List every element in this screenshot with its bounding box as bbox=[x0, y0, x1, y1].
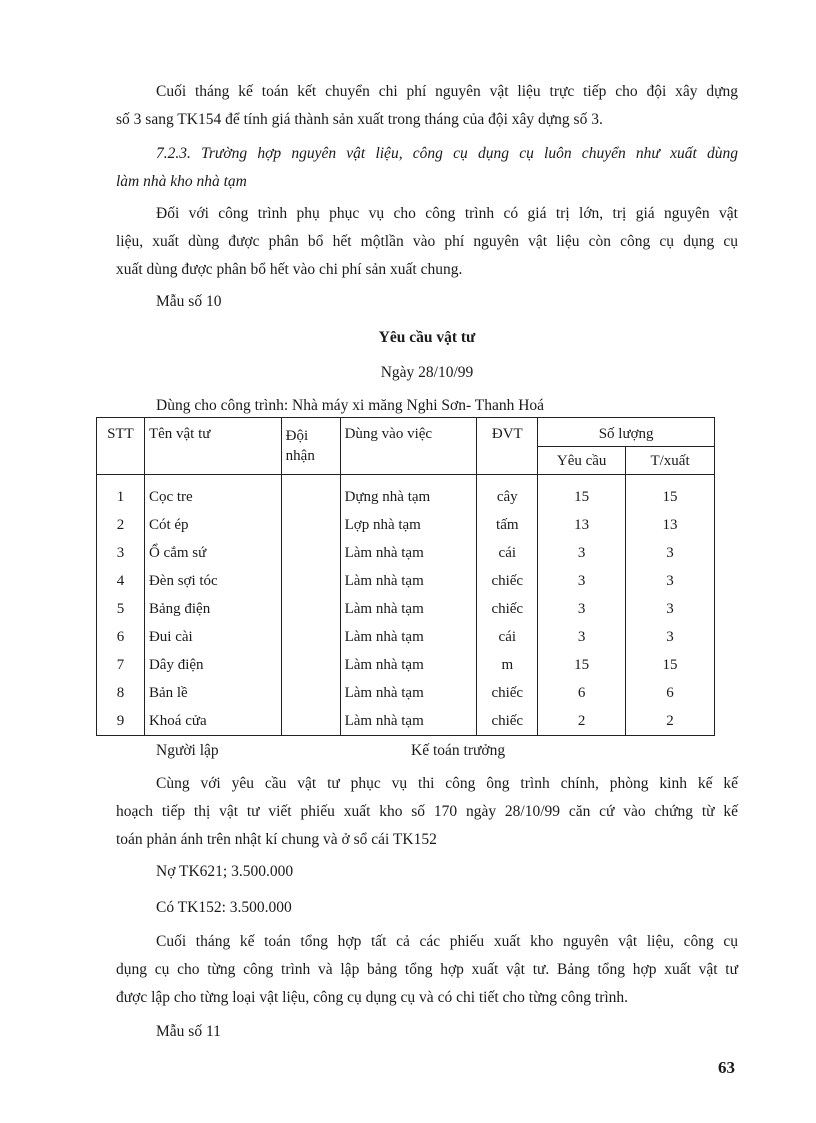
page-number: 63 bbox=[718, 1058, 735, 1077]
journal-entry-credit: Có TK152: 3.500.000 bbox=[156, 899, 292, 916]
text-line: làm nhà kho nhà tạm bbox=[116, 173, 247, 190]
cell-receiving-team bbox=[281, 511, 340, 539]
cell-usage: Lợp nhà tạm bbox=[340, 511, 477, 539]
text-line: dụng cụ cho từng công trình và lập bảng tổng hợp xuất vật tư. Bảng tổng hợp xuất vật tư bbox=[116, 961, 738, 978]
cell-issued: 6 bbox=[626, 679, 715, 707]
text-line: hoạch tiếp thị vật tư viết phiếu xuất kho số 170 ngày 28/10/99 căn cứ vào chứng từ kế bbox=[116, 803, 738, 820]
table-row bbox=[97, 679, 715, 707]
cell-usage: Làm nhà tạm bbox=[340, 707, 477, 736]
cell-requested: 6 bbox=[538, 679, 626, 707]
cell-material-name: Đui cài bbox=[144, 623, 281, 651]
cell-requested: 15 bbox=[538, 651, 626, 679]
header-team-line2: nhận bbox=[285, 448, 315, 464]
table-row bbox=[97, 567, 715, 595]
cell-material-name: Đèn sợi tóc bbox=[144, 567, 281, 595]
cell-receiving-team bbox=[281, 707, 340, 736]
text-line: Đối với công trình phụ phục vụ cho công trình có giá trị lớn, trị giá nguyên vật bbox=[156, 205, 738, 222]
form-project: Dùng cho công trình: Nhà máy xi măng Nghi Sơn- Thanh Hoá bbox=[156, 397, 545, 414]
paragraph-auxiliary-works bbox=[116, 200, 738, 284]
header-quantity: Số lượng bbox=[538, 418, 715, 447]
header-usage: Dùng vào việc bbox=[340, 418, 477, 475]
cell-stt: 6 bbox=[97, 623, 145, 651]
cell-requested: 15 bbox=[538, 475, 626, 512]
cell-usage: Làm nhà tạm bbox=[340, 595, 477, 623]
cell-receiving-team bbox=[281, 595, 340, 623]
cell-requested: 3 bbox=[538, 539, 626, 567]
text-line: được lập cho từng loại vật liệu, công cụ dụng cụ và có chi tiết cho từng công trình. bbox=[116, 989, 629, 1006]
cell-usage: Làm nhà tạm bbox=[340, 679, 477, 707]
cell-issued: 13 bbox=[626, 511, 715, 539]
section-heading bbox=[116, 140, 738, 196]
cell-material-name: Bản lề bbox=[144, 679, 281, 707]
cell-unit: chiếc bbox=[477, 595, 538, 623]
header-unit: ĐVT bbox=[477, 418, 538, 475]
journal-entry-debit: Nợ TK621; 3.500.000 bbox=[156, 863, 294, 880]
cell-receiving-team bbox=[281, 623, 340, 651]
text-line: 7.2.3. Trường hợp nguyên vật liệu, công cụ dụng cụ luôn chuyển như xuất dùng bbox=[156, 145, 738, 162]
table-row bbox=[97, 651, 715, 679]
table-row bbox=[97, 707, 715, 736]
cell-receiving-team bbox=[281, 651, 340, 679]
text-line: xuất dùng được phân bổ hết vào chi phí sản xuất chung. bbox=[116, 261, 463, 278]
cell-unit: cái bbox=[477, 539, 538, 567]
cell-receiving-team bbox=[281, 539, 340, 567]
header-issued: T/xuất bbox=[626, 447, 715, 475]
cell-usage: Làm nhà tạm bbox=[340, 651, 477, 679]
table-row bbox=[97, 623, 715, 651]
signature-chief-accountant: Kế toán trưởng bbox=[411, 742, 506, 759]
cell-requested: 3 bbox=[538, 567, 626, 595]
cell-receiving-team bbox=[281, 475, 340, 512]
table-row bbox=[97, 595, 715, 623]
text-line: số 3 sang TK154 để tính giá thành sản xuất trong tháng của đội xây dựng số 3. bbox=[116, 111, 603, 128]
cell-material-name: Bảng điện bbox=[144, 595, 281, 623]
cell-unit: tấm bbox=[477, 511, 538, 539]
cell-stt: 1 bbox=[97, 475, 145, 512]
cell-unit: cây bbox=[477, 475, 538, 512]
text-line: Cuối tháng kế toán kết chuyển chi phí nguyên vật liệu trực tiếp cho đội xây dựng bbox=[156, 83, 738, 100]
cell-issued: 15 bbox=[626, 475, 715, 512]
cell-usage: Làm nhà tạm bbox=[340, 539, 477, 567]
cell-usage: Làm nhà tạm bbox=[340, 567, 477, 595]
form-label-11: Mẫu số 11 bbox=[156, 1023, 221, 1040]
materials-request-table bbox=[96, 417, 715, 736]
cell-unit: chiếc bbox=[477, 707, 538, 736]
signature-preparer: Người lập bbox=[156, 742, 219, 759]
header-receiving-team bbox=[281, 418, 340, 475]
cell-unit: m bbox=[477, 651, 538, 679]
text-line: Cuối tháng kế toán tổng hợp tất cả các phiếu xuất kho nguyên vật liệu, công cụ bbox=[156, 933, 738, 950]
cell-stt: 2 bbox=[97, 511, 145, 539]
cell-stt: 9 bbox=[97, 707, 145, 736]
cell-stt: 5 bbox=[97, 595, 145, 623]
cell-usage: Làm nhà tạm bbox=[340, 623, 477, 651]
cell-usage: Dựng nhà tạm bbox=[340, 475, 477, 512]
cell-material-name: Khoá cửa bbox=[144, 707, 281, 736]
form-date: Ngày 28/10/99 bbox=[380, 364, 474, 381]
cell-issued: 3 bbox=[626, 623, 715, 651]
table-row bbox=[97, 539, 715, 567]
text-line: Cùng với yêu cầu vật tư phục vụ thi công ông trình chính, phòng kinh kế kế bbox=[156, 775, 738, 792]
text-line: toán phản ánh trên nhật kí chung và ở sổ cái TK152 bbox=[116, 831, 437, 848]
text-line: liệu, xuất dùng được phân bổ hết mộtlần vào phí nguyên vật liệu còn công cụ dụng cụ bbox=[116, 233, 738, 250]
cell-requested: 13 bbox=[538, 511, 626, 539]
cell-unit: chiếc bbox=[477, 567, 538, 595]
form-label-10: Mẫu số 10 bbox=[156, 293, 222, 310]
cell-stt: 4 bbox=[97, 567, 145, 595]
cell-unit: cái bbox=[477, 623, 538, 651]
cell-requested: 3 bbox=[538, 595, 626, 623]
cell-requested: 3 bbox=[538, 623, 626, 651]
cell-material-name: Ổ cắm sứ bbox=[144, 539, 281, 567]
paragraph-summary bbox=[116, 928, 738, 1012]
cell-material-name: Cót ép bbox=[144, 511, 281, 539]
header-team-line1: Đội bbox=[285, 428, 309, 444]
table-row bbox=[97, 511, 715, 539]
cell-requested: 2 bbox=[538, 707, 626, 736]
header-requested: Yêu cầu bbox=[538, 447, 626, 475]
cell-issued: 3 bbox=[626, 567, 715, 595]
header-stt: STT bbox=[97, 418, 145, 475]
cell-material-name: Dây điện bbox=[144, 651, 281, 679]
cell-unit: chiếc bbox=[477, 679, 538, 707]
header-material-name: Tên vật tư bbox=[144, 418, 281, 475]
cell-material-name: Cọc tre bbox=[144, 475, 281, 512]
cell-issued: 15 bbox=[626, 651, 715, 679]
paragraph-issue-voucher bbox=[116, 770, 738, 854]
cell-receiving-team bbox=[281, 567, 340, 595]
cell-issued: 3 bbox=[626, 539, 715, 567]
cell-stt: 8 bbox=[97, 679, 145, 707]
cell-issued: 2 bbox=[626, 707, 715, 736]
form-title: Yêu cầu vật tư bbox=[378, 329, 476, 346]
cell-receiving-team bbox=[281, 679, 340, 707]
paragraph-closing-transfer bbox=[116, 78, 738, 134]
table-body bbox=[97, 475, 715, 736]
cell-stt: 3 bbox=[97, 539, 145, 567]
cell-stt: 7 bbox=[97, 651, 145, 679]
table-row bbox=[97, 475, 715, 512]
cell-issued: 3 bbox=[626, 595, 715, 623]
